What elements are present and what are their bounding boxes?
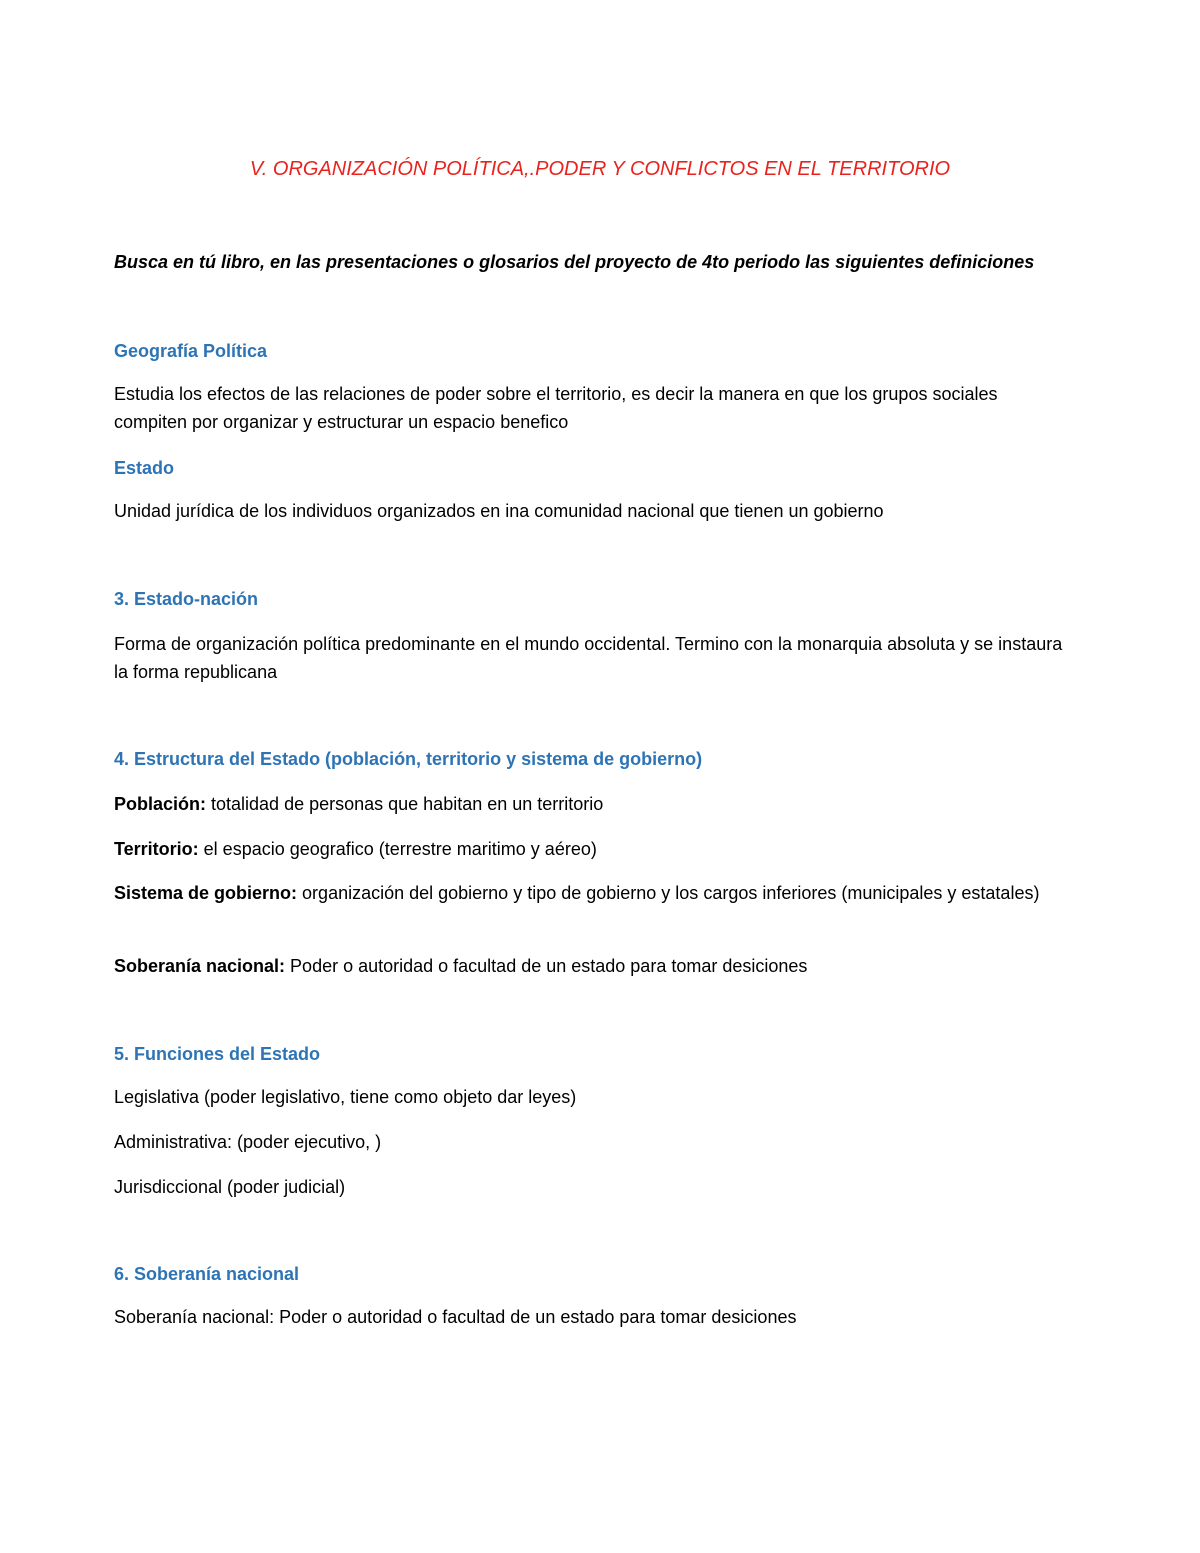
section-body-estado: Unidad jurídica de los individuos organizados en ina comunidad nacional que tienen un gobierno [114, 501, 884, 521]
term-definition: organización del gobierno y tipo de gobierno y los cargos inferiores (municipales y estatales) [297, 883, 1040, 903]
definition-poblacion [114, 790, 1074, 818]
section-heading-soberania-nacional: 6. Soberanía nacional [114, 1264, 300, 1284]
section-body-geografia-politica: Estudia los efectos de las relaciones de poder sobre el territorio, es decir la manera en que los grupos sociales compiten por organizar y estructurar un espacio benefico [114, 384, 998, 432]
section-heading-estado: Estado [114, 458, 175, 478]
term-label: Territorio: [114, 839, 199, 859]
term-label: Sistema de gobierno: [114, 883, 298, 903]
section-heading-geografia-politica: Geografía Política [114, 341, 268, 361]
section-heading-estructura-estado: 4. Estructura del Estado (población, territorio y sistema de gobierno) [114, 749, 703, 769]
term-label: Población: [114, 794, 207, 814]
term-definition: Poder o autoridad o facultad de un estado para tomar desiciones [285, 956, 808, 976]
definition-soberania [114, 952, 1074, 980]
section-heading-estado-nacion: 3. Estado-nación [114, 589, 259, 609]
function-jurisdiccional: Jurisdiccional (poder judicial) [114, 1177, 346, 1197]
function-legislativa: Legislativa (poder legislativo, tiene como objeto dar leyes) [114, 1087, 577, 1107]
term-label: Soberanía nacional: [114, 956, 286, 976]
section-heading-funciones-estado: 5. Funciones del Estado [114, 1044, 321, 1064]
definition-sistema-gobierno [114, 879, 1064, 907]
section-body-soberania-nacional: Soberanía nacional: Poder o autoridad o facultad de un estado para tomar desiciones [114, 1307, 797, 1327]
instruction-text: Busca en tú libro, en las presentaciones o glosarios del proyecto de 4to periodo las siguientes definiciones [114, 252, 1035, 272]
section-body-estado-nacion: Forma de organización política predominante en el mundo occidental. Termino con la monarquia absoluta y se instaura la forma republicana [114, 634, 1063, 682]
definition-territorio [114, 835, 1074, 863]
term-definition: totalidad de personas que habitan en un territorio [206, 794, 604, 814]
term-definition: el espacio geografico (terrestre maritimo y aéreo) [198, 839, 597, 859]
function-administrativa: Administrativa: (poder ejecutivo, ) [114, 1132, 382, 1152]
document-title: V. ORGANIZACIÓN POLÍTICA,.PODER Y CONFLICTOS EN EL TERRITORIO [249, 158, 951, 180]
